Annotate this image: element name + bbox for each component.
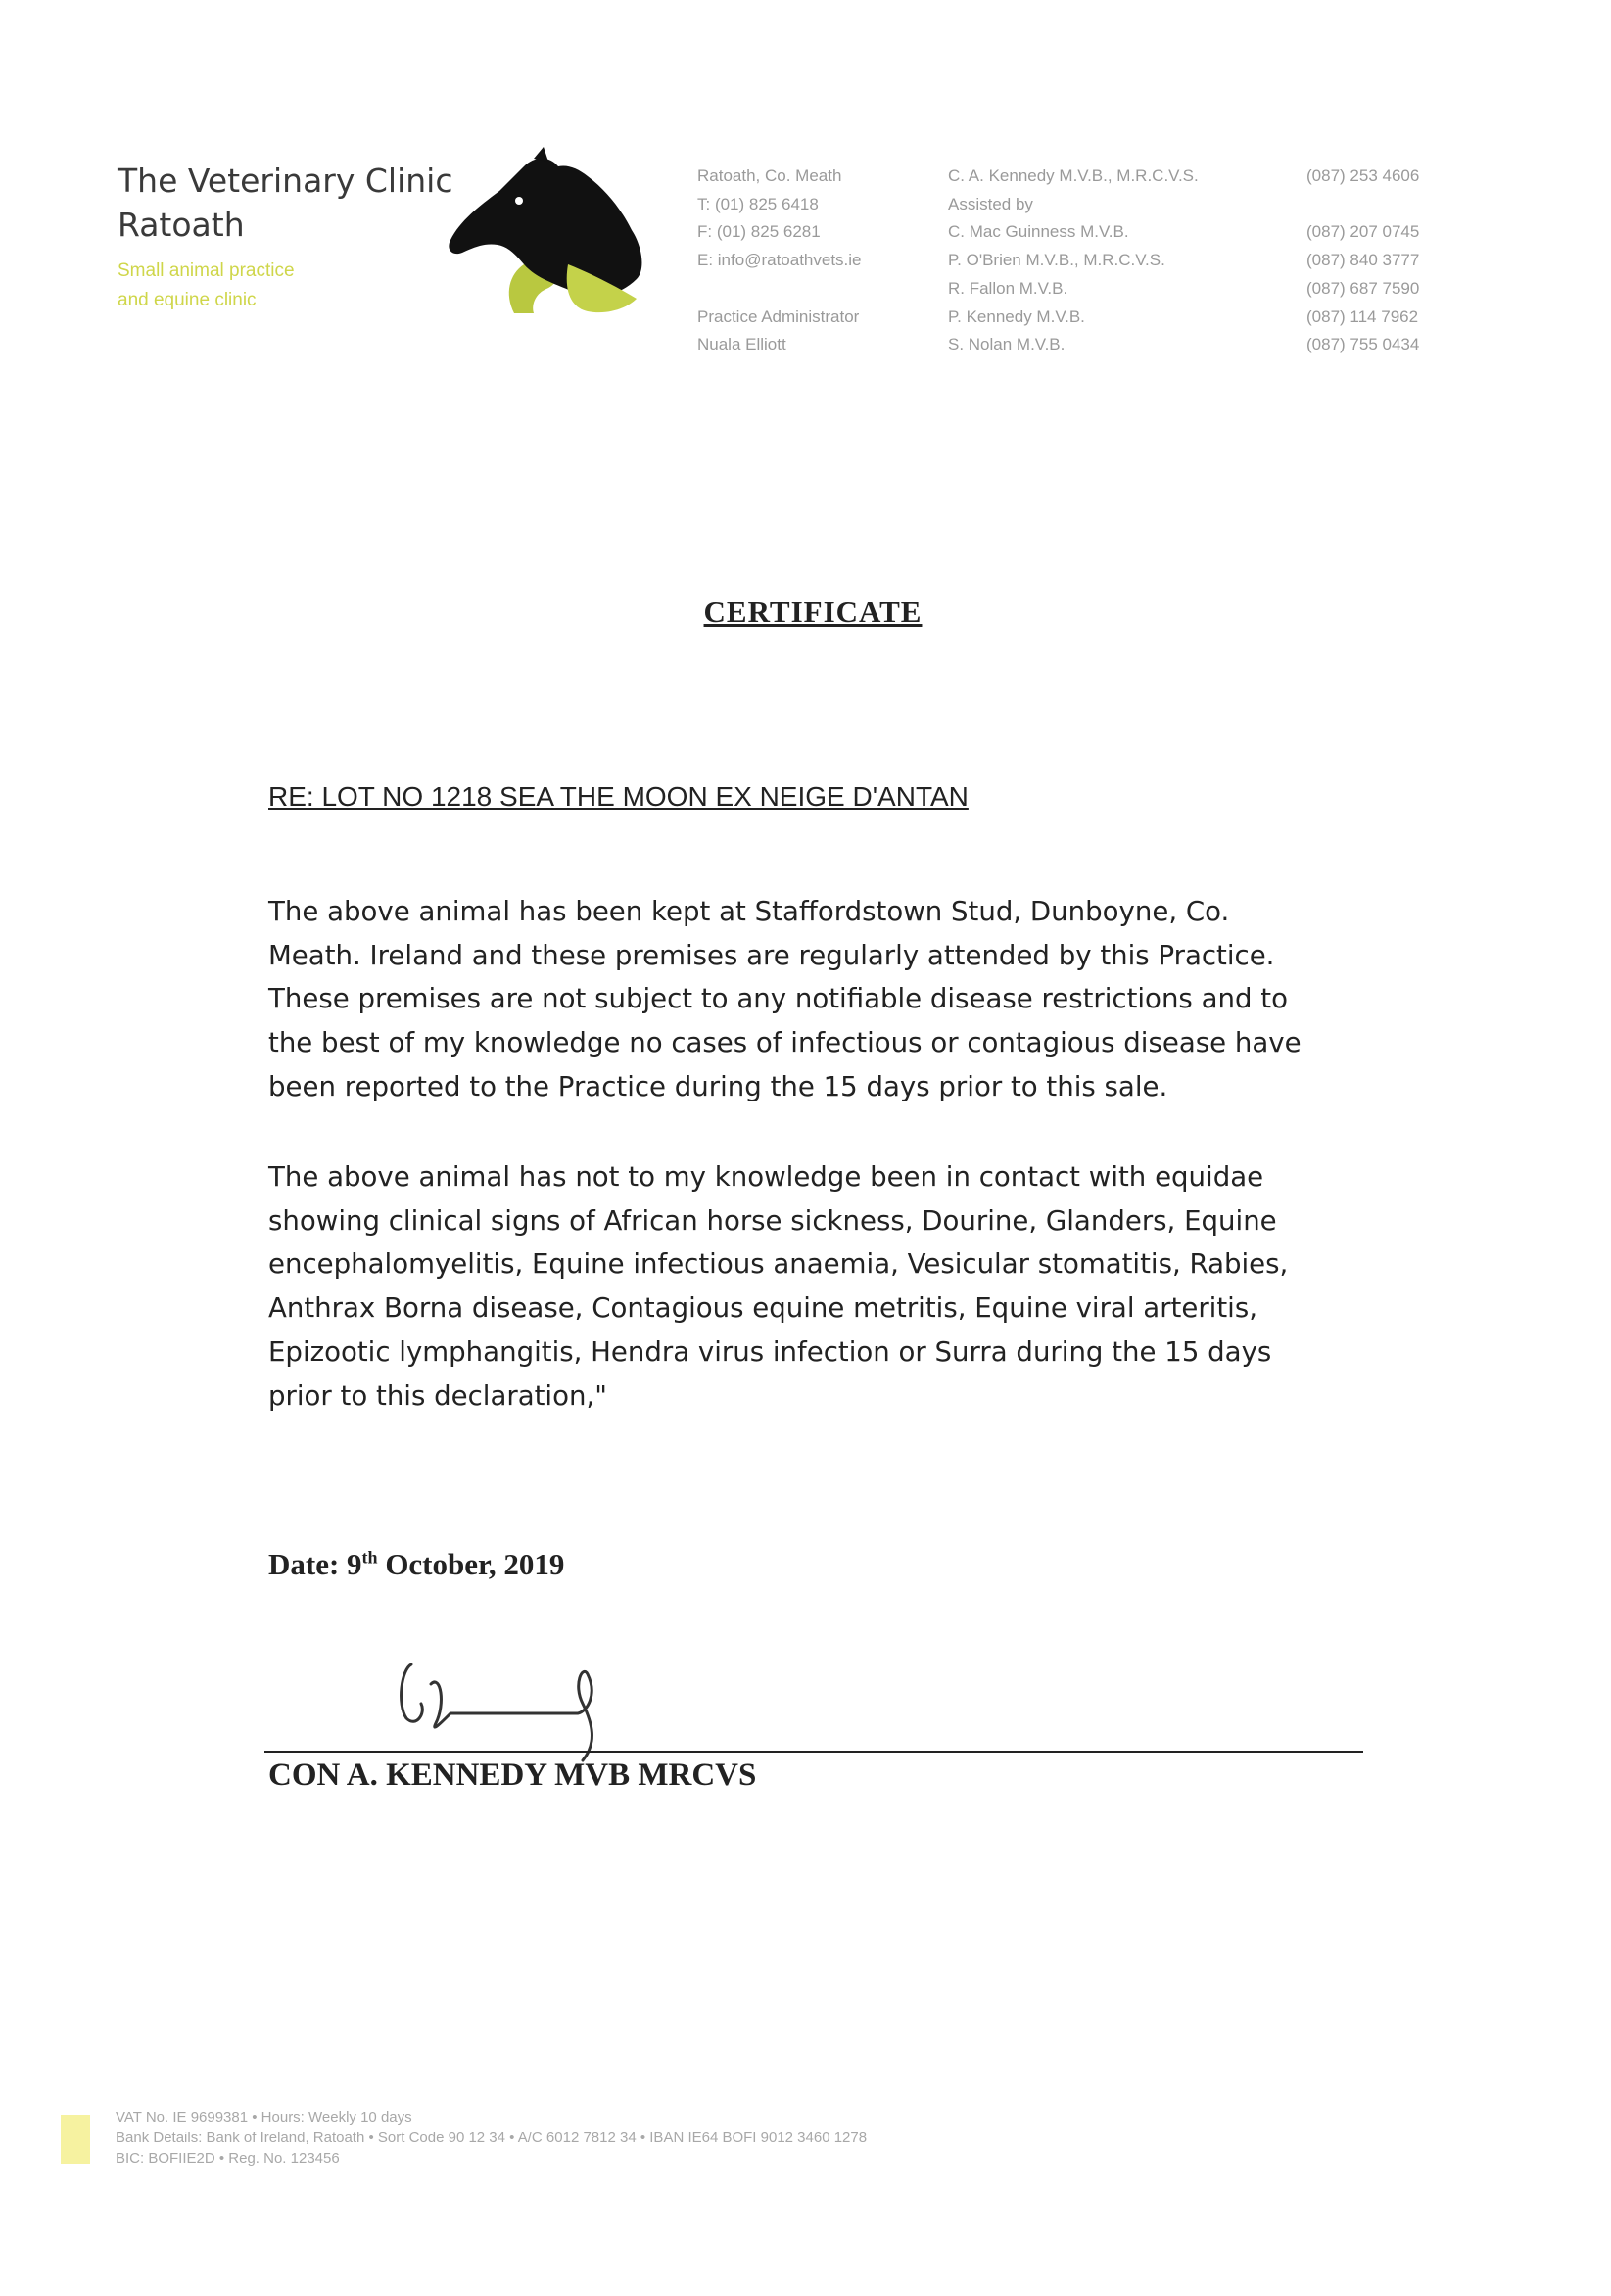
paragraph-line: The above animal has been kept at Staffordstown Stud, Dunboyne, Co. <box>268 895 1230 927</box>
vet-name: C. A. Kennedy M.V.B., M.R.C.V.S. <box>948 166 1199 185</box>
address-line: Ratoath, Co. Meath <box>697 166 842 185</box>
vet-name: P. Kennedy M.V.B. <box>948 306 1085 326</box>
vet-phone: (087) 253 4606 <box>1306 166 1420 185</box>
vet-name: C. Mac Guinness M.V.B. <box>948 222 1129 242</box>
paragraph-line: Anthrax Borna disease, Contagious equine metritis, Equine viral arteritis, <box>268 1291 1257 1325</box>
vet-name: S. Nolan M.V.B. <box>948 335 1066 354</box>
vet-phone: (087) 207 0745 <box>1306 222 1420 242</box>
vet-phone: (087) 755 0434 <box>1306 335 1420 354</box>
handwritten-signature <box>372 1645 725 1762</box>
paragraph-line: the best of my knowledge no cases of infectious or contagious disease have <box>268 1026 1302 1059</box>
clinic-tagline <box>118 257 295 315</box>
administrator-label: Practice Administrator <box>697 306 860 326</box>
signer-name: CON A. KENNEDY MVB MRCVS <box>268 1757 757 1793</box>
date-rest: October, 2019 <box>377 1547 565 1581</box>
paragraph-line: encephalomyelitis, Equine infectious anaemia, Vesicular stomatitis, Rabies, <box>268 1247 1289 1281</box>
vet-name: Assisted by <box>948 194 1033 213</box>
footer-line: VAT No. IE 9699381 • Hours: Weekly 10 days <box>116 2109 412 2126</box>
vet-name: P. O'Brien M.V.B., M.R.C.V.S. <box>948 251 1165 270</box>
paragraph-line: The above animal has not to my knowledge been in contact with equidae <box>268 1160 1264 1193</box>
email-line: E: info@ratoathvets.ie <box>697 251 862 270</box>
certificate-title: CERTIFICATE <box>703 594 923 629</box>
paragraph-line: Epizootic lymphangitis, Hendra virus infection or Surra during the 15 days <box>268 1335 1272 1368</box>
certificate-date <box>268 1547 564 1582</box>
fax-line: F: (01) 825 6281 <box>697 222 821 242</box>
paragraph-line: Meath. Ireland and these premises are regularly attended by this Practice. <box>268 938 1275 971</box>
tagline-line1: Small animal practice <box>118 260 295 281</box>
footer-line: Bank Details: Bank of Ireland, Ratoath • Sort Code 90 12 34 • A/C 6012 7812 34 • IBAN IE64 BOFI 9012 3460 1278 <box>116 2130 868 2146</box>
phone-line: T: (01) 825 6418 <box>697 194 819 213</box>
paragraph-2 <box>268 1155 1365 1418</box>
vet-name: R. Fallon M.V.B. <box>948 278 1068 298</box>
clinic-name-line1: The Veterinary Clinic <box>118 162 453 200</box>
footer-accent-mark <box>61 2115 90 2164</box>
date-ordinal: th <box>361 1547 378 1568</box>
vet-phone: (087) 687 7590 <box>1306 278 1420 298</box>
clinic-name-line2: Ratoath <box>118 206 245 244</box>
footer <box>116 2107 867 2169</box>
paragraph-line: been reported to the Practice during the 15 days prior to this sale. <box>268 1069 1168 1102</box>
spacer <box>1306 191 1419 219</box>
phones-block <box>1306 163 1419 359</box>
vet-phone: (087) 840 3777 <box>1306 251 1420 270</box>
footer-line: BIC: BOFIIE2D • Reg. No. 123456 <box>116 2150 340 2167</box>
administrator-name: Nuala Elliott <box>697 335 786 354</box>
vets-block <box>948 163 1199 359</box>
paragraph-1 <box>268 890 1365 1109</box>
clinic-name <box>118 159 453 247</box>
date-prefix: Date: 9 <box>268 1547 362 1581</box>
vet-phone: (087) 114 7962 <box>1306 306 1419 326</box>
tagline-line2: and equine clinic <box>118 290 257 310</box>
address-block <box>697 163 862 359</box>
paragraph-line: prior to this declaration," <box>268 1379 607 1412</box>
spacer <box>697 275 862 304</box>
re-line: RE: LOT NO 1218 SEA THE MOON EX NEIGE D'ANTAN <box>268 781 969 812</box>
paragraph-line: These premises are not subject to any notifiable disease restrictions and to <box>268 982 1288 1015</box>
paragraph-line: showing clinical signs of African horse sickness, Dourine, Glanders, Equine <box>268 1203 1277 1237</box>
horse-head-logo-icon <box>441 147 656 318</box>
signature-line <box>264 1751 1363 1753</box>
